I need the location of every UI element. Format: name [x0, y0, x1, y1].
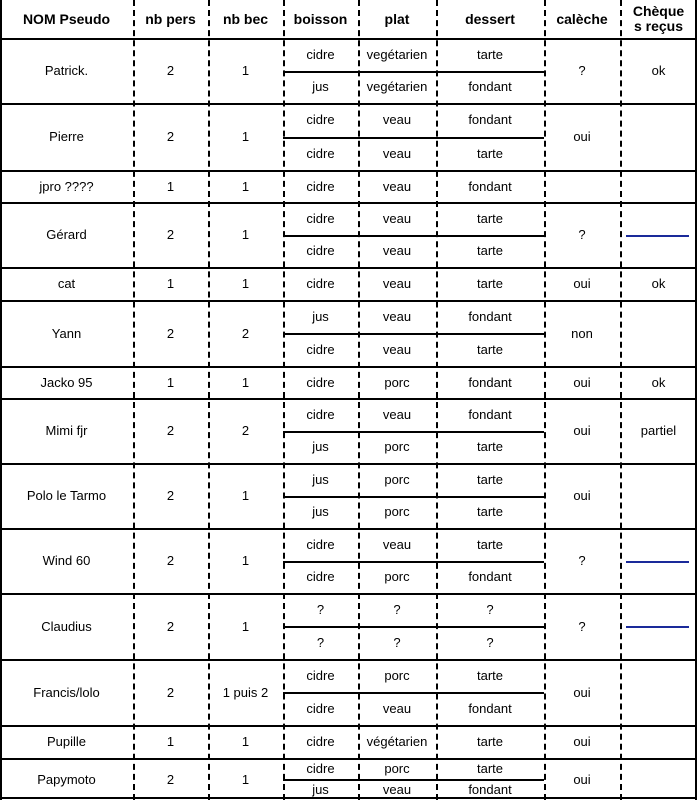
row-border [0, 593, 697, 595]
cell-plat: veau [382, 309, 412, 324]
cell-dessert: fondant [468, 112, 512, 128]
cell-caleche: oui [573, 488, 591, 503]
cell-plat: veau [382, 178, 412, 194]
cell-dessert: tarte [476, 761, 503, 776]
header-caleche: calèche [556, 10, 608, 27]
cell-nom: Wind 60 [42, 553, 91, 568]
cell-boisson: cidre [306, 210, 335, 226]
cell-nb-bec: 1 [241, 771, 250, 787]
cell-dessert: tarte [476, 145, 503, 161]
cell-nb-pers: 2 [166, 129, 175, 144]
header-cheques-line2: s reçus [633, 18, 684, 34]
row-border [0, 659, 697, 661]
cell-boisson: ? [316, 635, 325, 650]
cell-boisson: jus [312, 782, 329, 797]
cell-plat: porc [384, 374, 410, 390]
cell-boisson: cidre [306, 668, 335, 683]
sub-row-divider [283, 235, 544, 237]
cell-caleche [544, 170, 620, 202]
cell-plat: veau [382, 342, 412, 357]
cell-plat: veau [382, 145, 412, 161]
cell-plat: veau [382, 112, 412, 128]
cell-cheques: ok [651, 374, 666, 390]
sub-row-divider [283, 561, 544, 563]
column-border [620, 0, 622, 800]
cell-dessert: ? [486, 602, 494, 617]
row-border [0, 366, 697, 368]
cell-dessert: tarte [476, 210, 503, 226]
cell-plat: porc [384, 668, 410, 683]
cell-boisson: cidre [306, 536, 335, 552]
cell-dessert: tarte [476, 439, 503, 455]
cell-nb-bec: 2 [241, 423, 250, 438]
cell-dessert: ? [486, 635, 494, 650]
cell-cheques [620, 170, 697, 202]
cell-dessert: tarte [476, 536, 503, 552]
row-border [0, 267, 697, 269]
cell-boisson: jus [312, 504, 329, 520]
cell-cheques [620, 659, 697, 725]
cell-nom: Jacko 95 [40, 374, 93, 390]
cell-nb-bec: 1 [241, 618, 250, 634]
cell-dessert: tarte [476, 276, 503, 291]
cell-dessert: fondant [468, 782, 512, 797]
cell-nb-bec: 1 [241, 553, 250, 568]
cell-caleche: ? [578, 553, 586, 568]
row-border [0, 170, 697, 172]
cell-dessert: tarte [476, 734, 503, 749]
cell-plat: porc [384, 504, 410, 520]
cell-plat: veau [382, 406, 412, 422]
cell-nom: jpro ???? [39, 178, 94, 194]
cell-nb-bec: 1 [241, 63, 250, 78]
cell-nom: Pierre [49, 129, 84, 144]
cell-plat: veau [382, 782, 412, 797]
cell-nb-pers: 2 [166, 325, 175, 341]
header-plat: plat [384, 10, 410, 27]
cell-nb-pers: 1 [166, 276, 175, 291]
row-border [0, 103, 697, 105]
header-nb-bec: nb bec [222, 10, 269, 27]
cell-plat: veau [382, 536, 412, 552]
cell-boisson: cidre [306, 761, 335, 776]
header-nb-pers: nb pers [145, 10, 196, 27]
cell-nb-bec: 2 [241, 325, 250, 341]
cell-nb-pers: 2 [166, 63, 175, 78]
cell-cheques [620, 725, 697, 758]
sub-row-divider [283, 333, 544, 335]
row-border [0, 38, 697, 40]
cheques-pending-mark [626, 235, 689, 237]
header-boisson: boisson [293, 10, 348, 27]
sub-row-divider [283, 71, 544, 73]
cell-plat: ? [393, 635, 401, 650]
cell-dessert: tarte [476, 471, 503, 487]
cell-plat: vegétarien [366, 79, 428, 95]
row-border [0, 398, 697, 400]
row-border [0, 202, 697, 204]
cell-boisson: cidre [306, 276, 335, 291]
table-bottom-border [0, 797, 697, 799]
cell-caleche: ? [578, 63, 586, 78]
cell-nb-pers: 1 [166, 178, 175, 194]
cell-nb-pers: 1 [166, 734, 175, 749]
header-nom: NOM Pseudo [22, 10, 111, 27]
cell-nom: Patrick. [44, 63, 89, 78]
cell-plat: porc [384, 761, 410, 776]
row-border [0, 758, 697, 760]
cell-nom: Mimi fjr [45, 423, 88, 438]
cell-boisson: jus [312, 471, 329, 487]
sub-row-divider [283, 626, 544, 628]
cell-boisson: cidre [306, 243, 335, 259]
cell-plat: veau [382, 276, 412, 291]
cell-nb-bec: 1 [241, 178, 250, 194]
sub-row-divider [283, 692, 544, 694]
cell-nom: Papymoto [37, 771, 96, 787]
column-border [358, 0, 360, 800]
cell-caleche: ? [578, 227, 586, 242]
column-border [0, 0, 2, 800]
cell-nom: Yann [51, 325, 82, 341]
cell-nom: Gérard [46, 227, 87, 242]
cell-plat: porc [384, 471, 410, 487]
cell-dessert: tarte [476, 243, 503, 259]
cell-nb-bec: 1 [241, 276, 250, 291]
cell-nb-bec: 1 [241, 374, 250, 390]
column-border [436, 0, 438, 800]
cell-caleche: oui [573, 684, 591, 700]
cell-boisson: jus [312, 79, 329, 95]
cell-boisson: cidre [306, 734, 335, 749]
cell-boisson: cidre [306, 374, 335, 390]
cell-nom: Claudius [41, 618, 92, 634]
cell-cheques [620, 758, 697, 800]
cell-boisson: ? [316, 602, 325, 617]
cell-caleche: oui [573, 423, 591, 438]
cell-nb-pers: 2 [166, 553, 175, 568]
cell-dessert: fondant [468, 569, 512, 585]
cell-dessert: tarte [476, 342, 503, 357]
cell-dessert: fondant [468, 701, 512, 716]
cheques-pending-mark [626, 626, 689, 628]
cell-nom: Polo le Tarmo [26, 488, 107, 503]
cell-caleche: oui [573, 771, 591, 787]
cell-boisson: jus [312, 439, 329, 455]
header-dessert: dessert [465, 10, 515, 27]
cell-cheques [620, 463, 697, 528]
cell-plat: porc [384, 569, 410, 585]
cell-dessert: fondant [468, 309, 512, 324]
cell-plat: végétarien [366, 734, 428, 749]
row-border [0, 528, 697, 530]
cell-nb-bec: 1 puis 2 [222, 684, 269, 700]
header-cheques-line1: Chèque [632, 3, 685, 19]
row-border [0, 463, 697, 465]
column-border [208, 0, 210, 800]
column-border [544, 0, 546, 800]
cell-dessert: fondant [468, 178, 512, 194]
cell-nb-pers: 2 [166, 227, 175, 242]
cell-boisson: cidre [306, 46, 335, 62]
cell-boisson: cidre [306, 406, 335, 422]
sub-row-divider [283, 431, 544, 433]
cheques-pending-mark [626, 561, 689, 563]
cell-plat: veau [382, 243, 412, 259]
cell-caleche: ? [578, 618, 586, 634]
cell-nom: cat [57, 276, 76, 291]
cell-plat: ? [393, 602, 401, 617]
header-cheques [620, 0, 697, 38]
sub-row-divider [283, 779, 544, 781]
cell-caleche: oui [573, 374, 591, 390]
cell-plat: porc [384, 439, 410, 455]
cell-boisson: cidre [306, 701, 335, 716]
cell-caleche: oui [573, 276, 591, 291]
cell-caleche: oui [573, 734, 591, 749]
cell-nb-bec: 1 [241, 227, 250, 242]
cell-dessert: fondant [468, 79, 512, 95]
column-border [283, 0, 285, 800]
cell-dessert: fondant [468, 374, 512, 390]
cell-nb-bec: 1 [241, 734, 250, 749]
cell-boisson: jus [312, 309, 329, 324]
cell-dessert: tarte [476, 46, 503, 62]
sub-row-divider [283, 137, 544, 139]
row-border [0, 725, 697, 727]
cell-cheques: ok [651, 276, 666, 291]
cell-dessert: fondant [468, 406, 512, 422]
cell-boisson: cidre [306, 342, 335, 357]
cell-plat: veau [382, 701, 412, 716]
cell-cheques [620, 300, 697, 366]
cell-plat: vegétarien [366, 46, 428, 62]
cell-caleche: non [571, 325, 593, 341]
sub-row-divider [283, 496, 544, 498]
cell-nb-pers: 1 [166, 374, 175, 390]
cell-nb-pers: 2 [166, 618, 175, 634]
cell-nb-bec: 1 [241, 488, 250, 503]
cell-plat: veau [382, 210, 412, 226]
cell-boisson: cidre [306, 112, 335, 128]
cell-boisson: cidre [306, 178, 335, 194]
cell-boisson: cidre [306, 569, 335, 585]
cell-cheques [620, 103, 697, 170]
cell-nb-pers: 2 [166, 771, 175, 787]
cell-nom: Francis/lolo [33, 684, 100, 700]
cell-nb-bec: 1 [241, 129, 250, 144]
row-border [0, 300, 697, 302]
cell-caleche: oui [573, 129, 591, 144]
cell-cheques: partiel [640, 423, 677, 438]
cell-nb-pers: 2 [166, 423, 175, 438]
cell-nb-pers: 2 [166, 684, 175, 700]
cell-boisson: cidre [306, 145, 335, 161]
cell-dessert: tarte [476, 668, 503, 683]
column-border [133, 0, 135, 800]
cell-dessert: tarte [476, 504, 503, 520]
cell-nom: Pupille [46, 734, 87, 749]
cell-cheques: ok [651, 63, 666, 78]
cell-nb-pers: 2 [166, 488, 175, 503]
